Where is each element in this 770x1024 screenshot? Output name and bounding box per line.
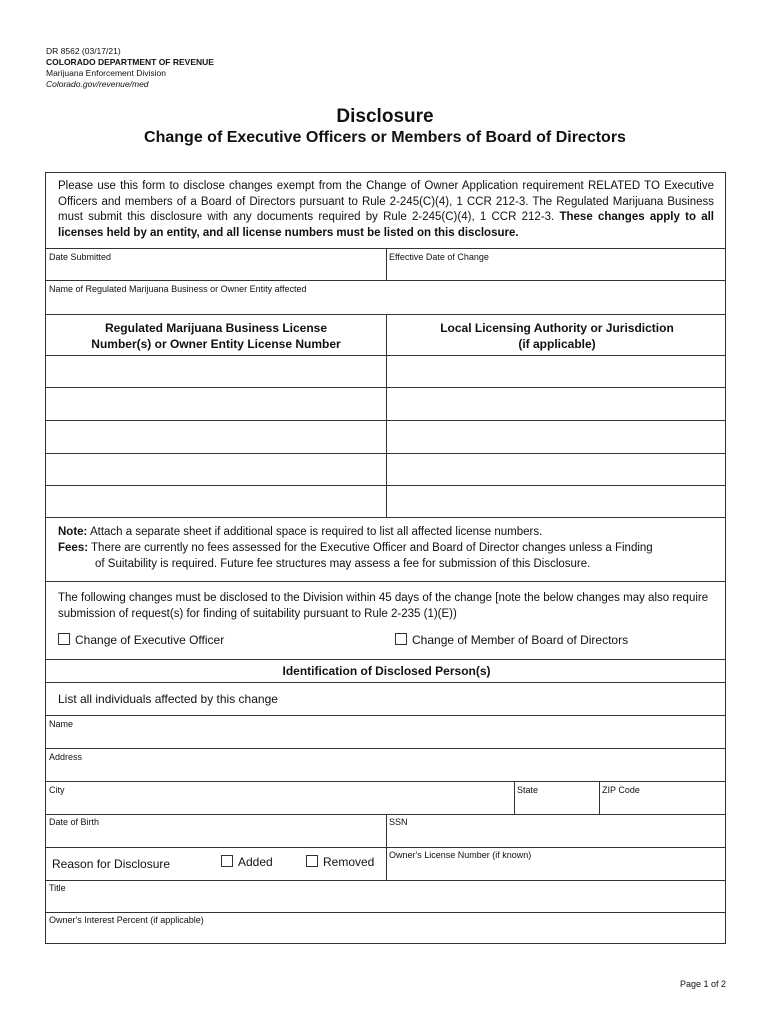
- interest-field[interactable]: [48, 927, 724, 942]
- form-header: [46, 46, 214, 90]
- division-name: Marijuana Enforcement Division: [46, 68, 166, 78]
- website: Colorado.gov/revenue/med: [46, 79, 149, 89]
- reason-removed-option[interactable]: Removed: [306, 855, 374, 869]
- change-board-member-option[interactable]: Change of Member of Board of Directors: [395, 633, 628, 647]
- license-number-field-5[interactable]: [48, 487, 384, 516]
- title-label: Title: [49, 883, 66, 893]
- license-number-field-4[interactable]: [48, 455, 384, 484]
- identification-instruction: List all individuals affected by this change: [58, 692, 278, 706]
- note-paragraph: Note: Attach a separate sheet if additional space is required to list all affected license numbers.: [58, 526, 543, 538]
- identification-heading: Identification of Disclosed Person(s): [282, 664, 491, 678]
- business-name-field[interactable]: [48, 297, 724, 311]
- disclosure-form: [45, 172, 726, 944]
- license-number-column-header: Regulated Marijuana Business License Number(s) or Owner Entity License Number: [91, 321, 341, 351]
- date-submitted-field[interactable]: [48, 265, 384, 279]
- intro-bold-text: These changes apply to all licenses held by an entity, and all license numbers must be listed on this disclosure.: [58, 211, 714, 239]
- jurisdiction-field-5[interactable]: [388, 487, 724, 516]
- license-number-field-2[interactable]: [48, 389, 384, 418]
- address-label: Address: [49, 752, 83, 762]
- date-submitted-label: Date Submitted: [49, 252, 112, 262]
- page-number: Page 1 of 2: [679, 979, 726, 989]
- city-label: City: [49, 785, 65, 795]
- zip-label: ZIP Code: [602, 785, 640, 795]
- reason-added-option[interactable]: Added: [221, 855, 273, 869]
- form-number: DR 8562 (03/17/21): [46, 46, 121, 56]
- change-executive-officer-option[interactable]: Change of Executive Officer: [58, 633, 224, 647]
- license-number-field-3[interactable]: [48, 422, 384, 451]
- jurisdiction-field-3[interactable]: [388, 422, 724, 451]
- department-name: COLORADO DEPARTMENT OF REVENUE: [46, 57, 214, 67]
- jurisdiction-field-1[interactable]: [388, 357, 724, 386]
- reason-label: Reason for Disclosure: [52, 857, 171, 871]
- license-number-field-1[interactable]: [48, 357, 384, 386]
- page-subtitle: Change of Executive Officers or Members of Board of Directors: [144, 129, 626, 146]
- owner-license-label: Owner's License Number (if known): [389, 850, 532, 860]
- dob-field[interactable]: [48, 829, 384, 845]
- effective-date-label: Effective Date of Change: [389, 252, 489, 262]
- name-field[interactable]: [48, 731, 724, 747]
- reason-removed-checkbox[interactable]: [306, 855, 318, 867]
- state-label: State: [517, 785, 539, 795]
- effective-date-field[interactable]: [388, 265, 724, 279]
- change-board-member-checkbox[interactable]: [395, 633, 407, 645]
- city-field[interactable]: [48, 797, 512, 813]
- ssn-label: SSN: [389, 817, 408, 827]
- zip-field[interactable]: [601, 797, 724, 813]
- ssn-field[interactable]: [388, 829, 724, 845]
- changes-paragraph: The following changes must be disclosed to the Division within 45 days of the change [note the below changes may also require submission of request(s) for finding of suitability pursuant to Rule 2-235 (1)(E)): [58, 592, 709, 620]
- jurisdiction-field-2[interactable]: [388, 389, 724, 418]
- address-field[interactable]: [48, 764, 724, 780]
- interest-label: Owner's Interest Percent (if applicable): [49, 915, 204, 925]
- fees-paragraph: Fees: There are currently no fees assessed for the Executive Officer and Board of Director changes unless a Finding: [58, 542, 653, 554]
- page-title: Disclosure: [336, 106, 434, 127]
- name-label: Name: [49, 719, 74, 729]
- jurisdiction-column-header: Local Licensing Authority or Jurisdiction (if applicable): [440, 321, 674, 351]
- reason-added-checkbox[interactable]: [221, 855, 233, 867]
- jurisdiction-field-4[interactable]: [388, 455, 724, 484]
- change-executive-officer-checkbox[interactable]: [58, 633, 70, 645]
- business-name-label: Name of Regulated Marijuana Business or Owner Entity affected: [49, 284, 307, 294]
- intro-paragraph: [58, 179, 714, 241]
- owner-license-field[interactable]: [388, 862, 724, 878]
- dob-label: Date of Birth: [49, 817, 100, 827]
- intro-text: Please use this form to disclose changes exempt from the Change of Owner Application requirement RELATED TO Executive Officers and members of a Board of Directors pursuant to Rule 2-245(C)(4), 1 CCR 212-3. The Regulated Marijuana Business must submit this disclosure with any documents required by Rule 2-245(C)(4), 1 CCR 212-3.: [58, 180, 714, 223]
- title-field[interactable]: [48, 895, 724, 911]
- fees-paragraph-cont: of Suitability is required. Future fee structures may assess a fee for submission of this Disclosure.: [95, 558, 591, 570]
- state-field[interactable]: [516, 797, 598, 813]
